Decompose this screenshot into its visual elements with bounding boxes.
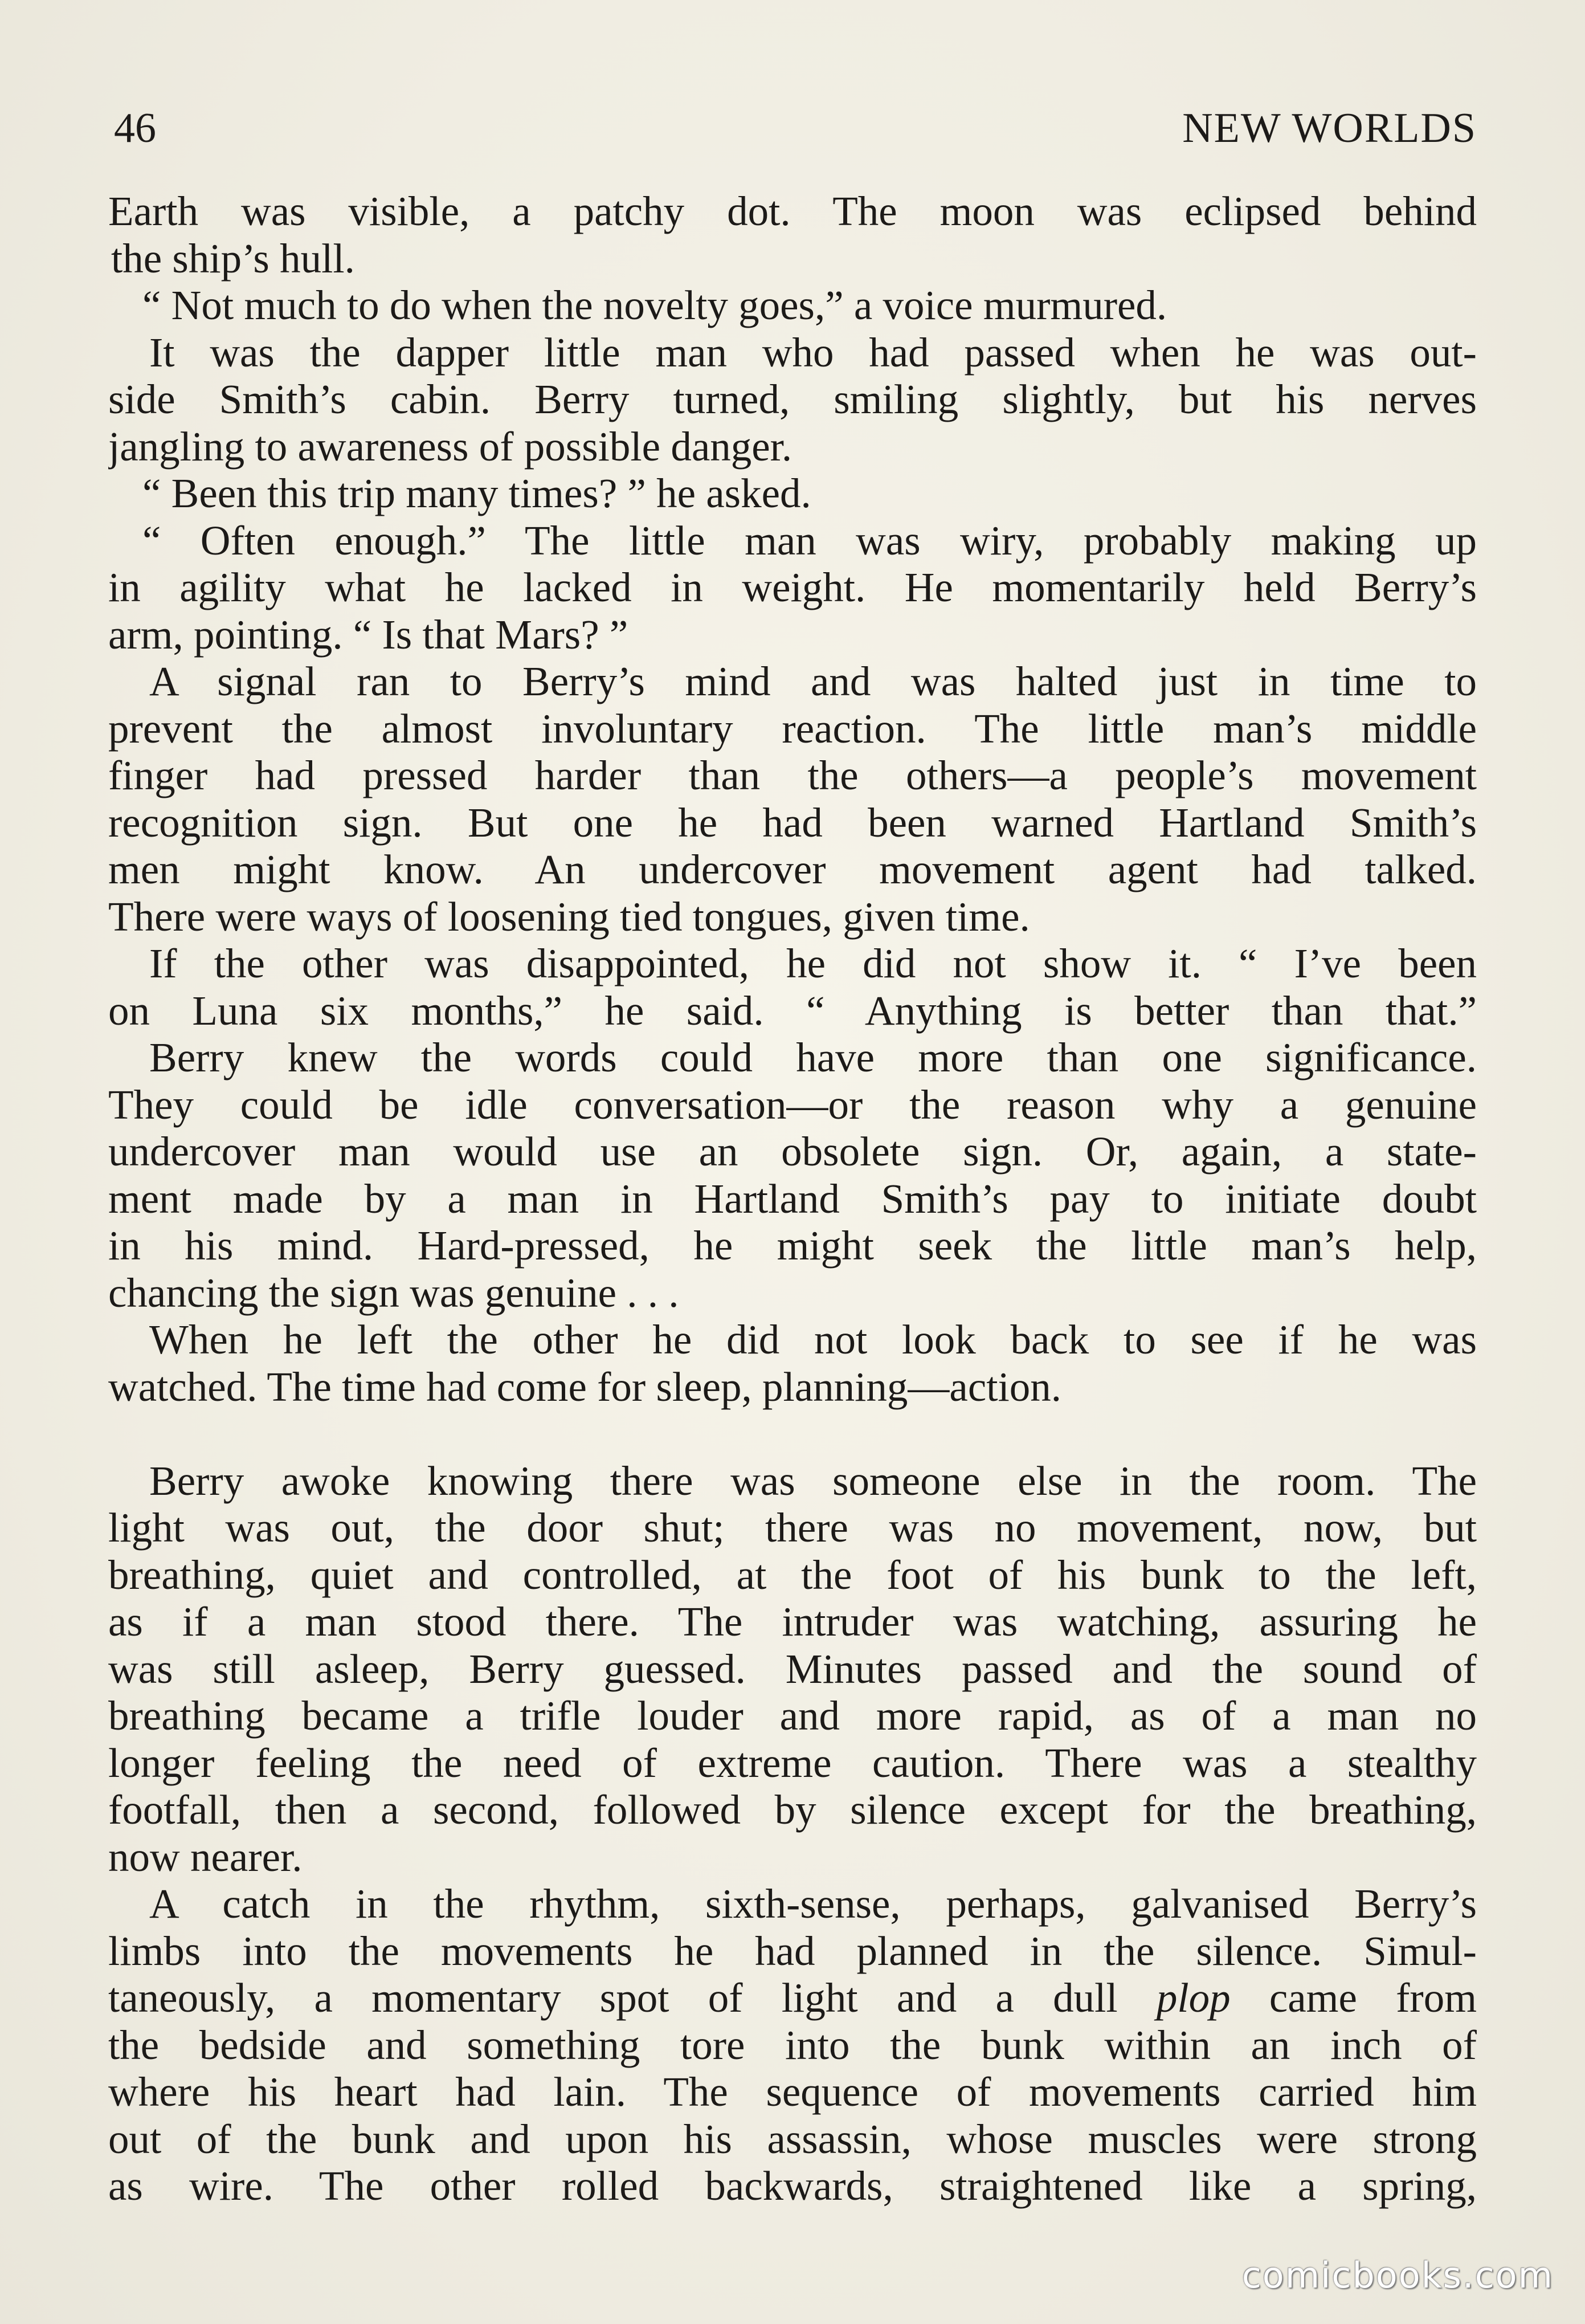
italic-word: plop [1156,1975,1231,2021]
text-line: arm, pointing. “ Is that Mars? ” [108,611,628,658]
text-line: ment made by a man in Hartland Smith’s pay to initiate doubt [108,1175,1477,1222]
text-line: Berry awoke knowing there was someone else in the room. The [149,1457,1477,1504]
text-line: undercover man would use an obsolete sign. Or, again, a state- [108,1128,1477,1175]
text-line: in agility what he lacked in weight. He momentarily held Berry’s [108,564,1477,610]
text-line: as if a man stood there. The intruder was watching, assuring he [108,1599,1477,1645]
text-line: prevent the almost involuntary reaction. The little man’s middle [108,705,1477,752]
text-line: jangling to awareness of possible danger. [108,423,792,470]
text-run: taneously, a momentary spot of light and a dull [108,1975,1157,2021]
text-line: finger had pressed harder than the others—a people’s movement [108,752,1477,798]
text-line: If the other was disappointed, he did not show it. “ I’ve been [149,940,1477,986]
text-line: When he left the other he did not look back to see if he was [149,1316,1477,1363]
text-line: out of the bunk and upon his assassin, whose muscles were strong [108,2115,1477,2162]
text-run: came from [1230,1975,1477,2021]
text-line: They could be idle conversation—or the reason why a genuine [108,1081,1477,1128]
text-line: limbs into the movements he had planned in the silence. Simul- [108,1927,1477,1974]
page-header [114,97,1477,160]
watermark: comicbooks.com [1241,2254,1554,2296]
text-line: breathing became a trifle louder and more rapid, as of a man no [108,1693,1477,1739]
text-line-with-italic [108,1975,1477,2022]
text-line: in his mind. Hard-pressed, he might seek the little man’s help, [108,1222,1477,1269]
section-break [108,1410,1477,1458]
text-line: “ Often enough.” The little man was wiry, probably making up [142,517,1477,564]
text-line: recognition sign. But one he had been warned Hartland Smith’s [108,799,1477,846]
text-line: chancing the sign was genuine . . . [108,1269,679,1316]
text-line: footfall, then a second, followed by silence except for the breathing, [108,1787,1477,1833]
text-line: light was out, the door shut; there was no movement, now, but [108,1505,1477,1551]
text-line: as wire. The other rolled backwards, straightened like a spring, [108,2163,1477,2209]
text-line: was still asleep, Berry guessed. Minutes passed and the sound of [108,1645,1477,1692]
text-line: breathing, quiet and controlled, at the foot of his bunk to the left, [108,1551,1477,1598]
text-line: on Luna six months,” he said. “ Anything is better than that.” [108,987,1477,1034]
text-line: Berry knew the words could have more than one significance. [149,1034,1477,1081]
text-line: longer feeling the need of extreme caution. There was a stealthy [108,1739,1477,1786]
text-line: now nearer. [108,1833,303,1880]
text-line: “ Been this trip many times? ” he asked. [142,470,811,516]
text-line: “ Not much to do when the novelty goes,” a voice murmured. [142,282,1167,328]
text-line: Earth was visible, a patchy dot. The moon was eclipsed behind [108,188,1477,234]
text-line: the bedside and something tore into the bunk within an inch of [108,2021,1477,2068]
body-text [108,188,1477,2210]
text-line: It was the dapper little man who had passed when he was out- [149,329,1477,376]
text-line: the ship’s hull. [111,235,355,282]
text-line: men might know. An undercover movement agent had talked. [108,846,1477,892]
text-line: There were ways of loosening tied tongues, given time. [108,893,1030,940]
text-line: side Smith’s cabin. Berry turned, smiling slightly, but his nerves [108,376,1477,422]
text-line: A signal ran to Berry’s mind and was halted just in time to [149,658,1477,704]
text-line: watched. The time had come for sleep, planning—action. [108,1363,1062,1410]
text-line: A catch in the rhythm, sixth-sense, perhaps, galvanised Berry’s [149,1881,1477,1927]
running-head: NEW WORLDS [1182,105,1477,152]
page-number: 46 [114,105,156,152]
text-line: where his heart had lain. The sequence of movements carried him [108,2069,1477,2115]
